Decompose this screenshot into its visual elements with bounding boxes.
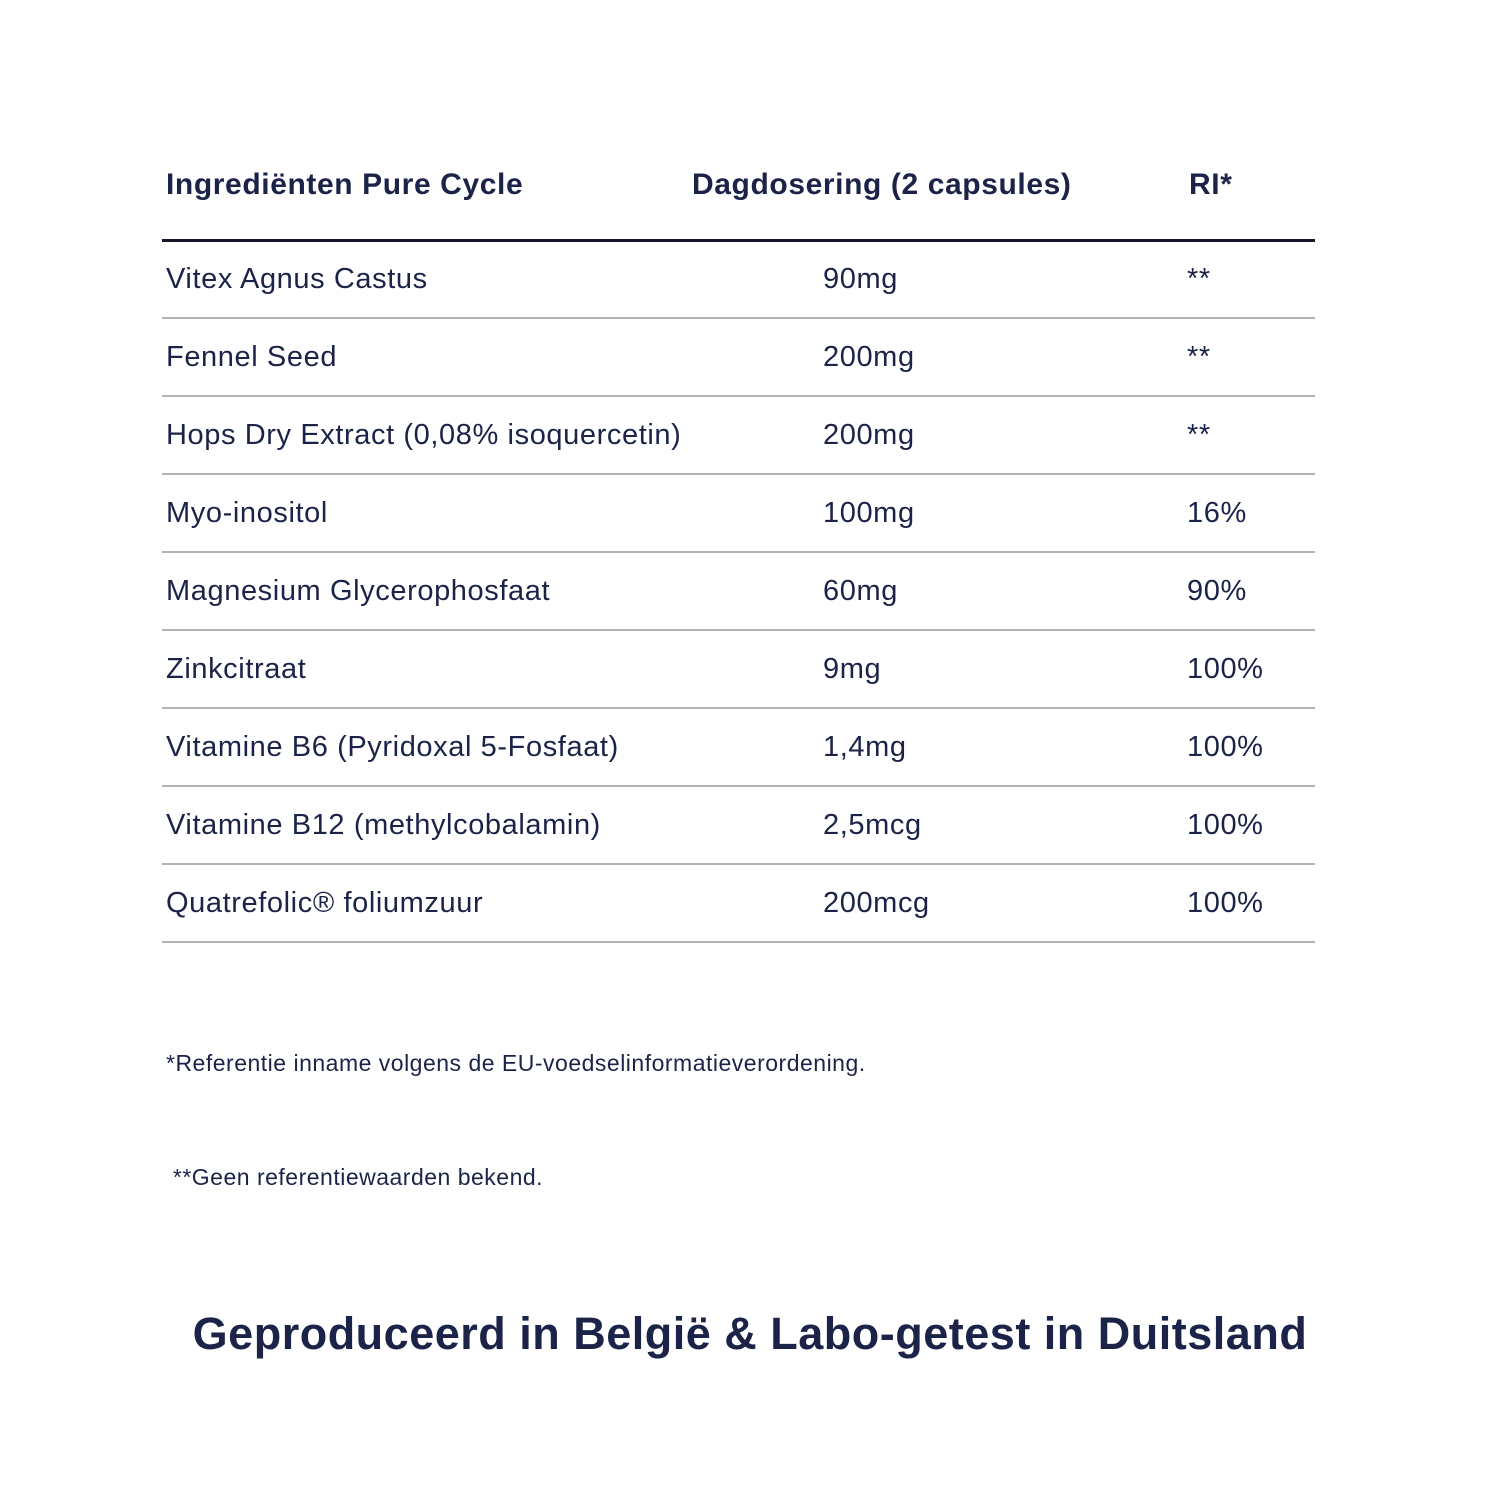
ingredient-ri: ** bbox=[1175, 240, 1315, 318]
table-row bbox=[162, 864, 1315, 942]
table-row bbox=[162, 240, 1315, 318]
ingredient-name: Quatrefolic® foliumzuur bbox=[162, 864, 692, 942]
ingredient-dose: 100mg bbox=[692, 474, 1175, 552]
footnote-no-reference-values: **Geen referentiewaarden bekend. bbox=[166, 1164, 544, 1190]
footnotes bbox=[166, 968, 866, 1234]
footnote-reference-intake: *Referentie inname volgens de EU-voedselinformatieverordening. bbox=[166, 1050, 866, 1076]
ingredient-dose: 2,5mcg bbox=[692, 786, 1175, 864]
ingredients-table bbox=[162, 158, 1315, 943]
ingredient-ri: 16% bbox=[1175, 474, 1315, 552]
header-ingredients: Ingrediënten Pure Cycle bbox=[162, 158, 692, 240]
ingredient-dose: 60mg bbox=[692, 552, 1175, 630]
ingredient-dose: 9mg bbox=[692, 630, 1175, 708]
table-row bbox=[162, 552, 1315, 630]
table-row bbox=[162, 474, 1315, 552]
header-ri: RI* bbox=[1175, 158, 1315, 240]
table-row bbox=[162, 318, 1315, 396]
header-daily-dose: Dagdosering (2 capsules) bbox=[692, 158, 1175, 240]
table-row bbox=[162, 630, 1315, 708]
production-claim-headline: Geproduceerd in België & Labo-getest in Duitsland bbox=[192, 1308, 1308, 1359]
ingredients-table-section bbox=[162, 158, 1315, 943]
ingredient-dose: 200mg bbox=[692, 396, 1175, 474]
ingredient-name: Hops Dry Extract (0,08% isoquercetin) bbox=[162, 396, 692, 474]
ingredient-name: Vitamine B12 (methylcobalamin) bbox=[162, 786, 692, 864]
ingredient-dose: 200mcg bbox=[692, 864, 1175, 942]
table-row bbox=[162, 786, 1315, 864]
ingredient-name: Vitex Agnus Castus bbox=[162, 240, 692, 318]
ingredient-name: Magnesium Glycerophosfaat bbox=[162, 552, 692, 630]
ingredient-ri: ** bbox=[1175, 396, 1315, 474]
ingredient-name: Vitamine B6 (Pyridoxal 5-Fosfaat) bbox=[162, 708, 692, 786]
ingredient-name: Zinkcitraat bbox=[162, 630, 692, 708]
ingredient-dose: 90mg bbox=[692, 240, 1175, 318]
ingredient-ri: ** bbox=[1175, 318, 1315, 396]
ingredient-name: Fennel Seed bbox=[162, 318, 692, 396]
table-row bbox=[162, 708, 1315, 786]
ingredient-ri: 100% bbox=[1175, 786, 1315, 864]
table-row bbox=[162, 396, 1315, 474]
ingredient-ri: 100% bbox=[1175, 864, 1315, 942]
ingredient-dose: 200mg bbox=[692, 318, 1175, 396]
ingredient-dose: 1,4mg bbox=[692, 708, 1175, 786]
ingredient-ri: 90% bbox=[1175, 552, 1315, 630]
ingredient-ri: 100% bbox=[1175, 630, 1315, 708]
ingredient-name: Myo-inositol bbox=[162, 474, 692, 552]
ingredient-ri: 100% bbox=[1175, 708, 1315, 786]
table-header-row bbox=[162, 158, 1315, 240]
